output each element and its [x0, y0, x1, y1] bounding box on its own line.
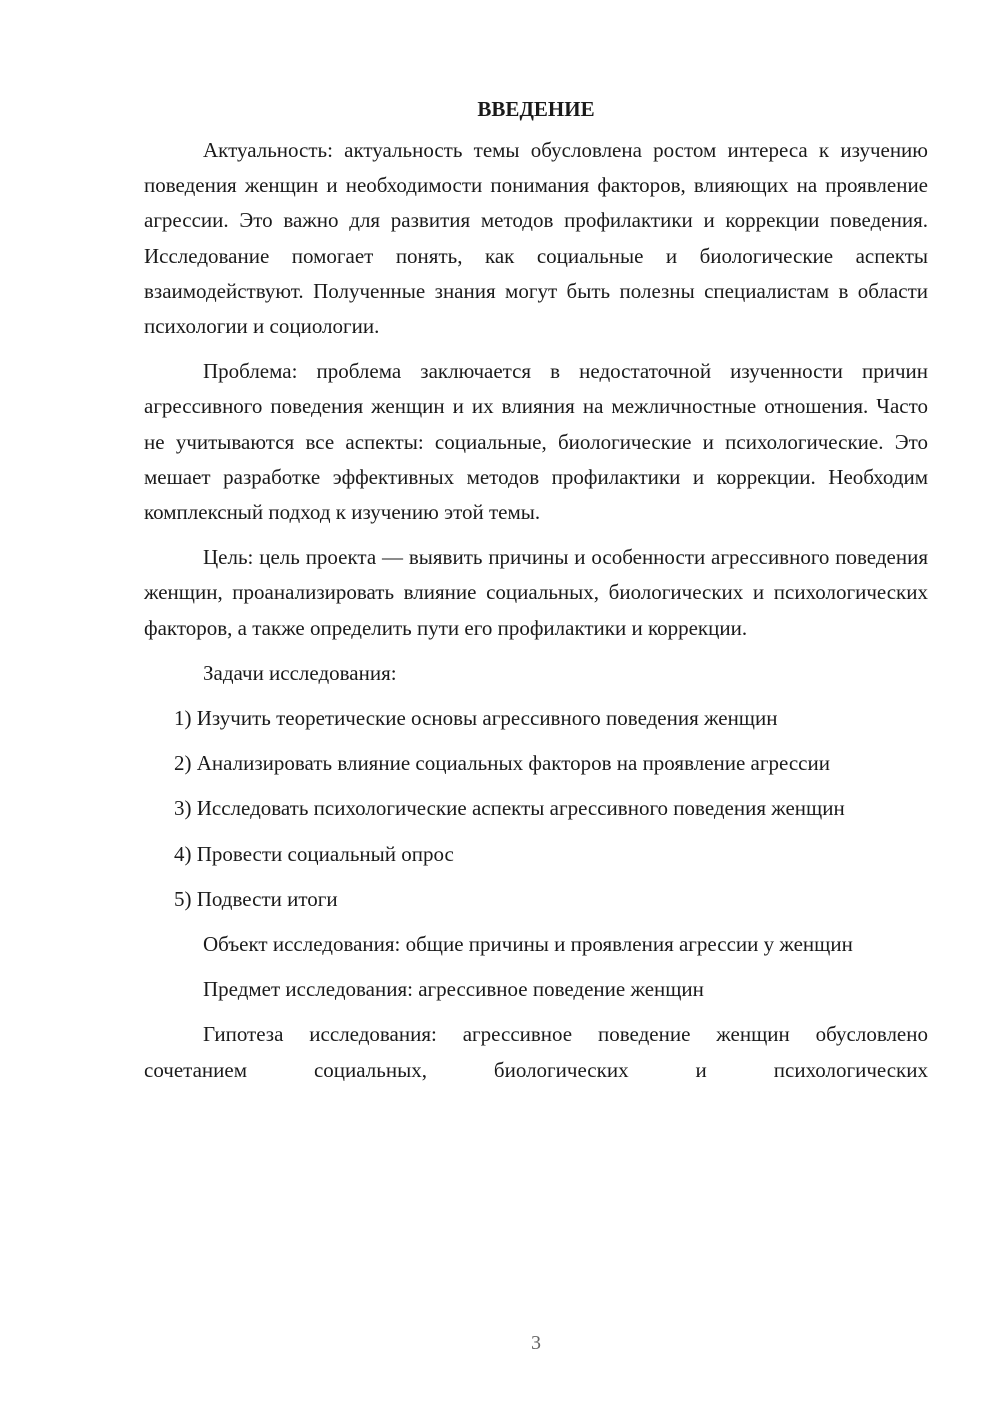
document-page	[144, 92, 928, 1098]
hypothesis-paragraph: Гипотеза исследования: агрессивное поведение женщин обусловлено сочетанием социальных, биологических и психологических	[144, 1022, 928, 1082]
problem-paragraph: Проблема: проблема заключается в недостаточной изученности причин агрессивного поведения женщин и их влияния на межличностные отношения. Часто не учитываются все аспекты: социальные, биологические и психологические. Это мешает разработке эффективных методов профилактики и коррекции. Необходим комплексный подход к изучению этой темы.	[144, 359, 928, 525]
page-title: ВВЕДЕНИЕ	[477, 97, 595, 121]
relevance-paragraph: Актуальность: актуальность темы обусловлена ростом интереса к изучению поведения женщин и необходимости понимания факторов, влияющих на проявление агрессии. Это важно для развития методов профилактики и коррекции поведения. Исследование помогает понять, как социальные и биологические аспекты взаимодействуют. Полученные знания могут быть полезны специалистам в области психологии и социологии.	[144, 138, 928, 339]
subject-paragraph: Предмет исследования: агрессивное поведение женщин	[203, 977, 704, 1002]
object-paragraph: Объект исследования: общие причины и проявления агрессии у женщин	[203, 932, 853, 957]
goal-paragraph: Цель: цель проекта — выявить причины и особенности агрессивного поведения женщин, проанализировать влияние социальных, биологических и психологических факторов, а также определить пути его профилактики и коррекции.	[144, 545, 928, 640]
tasks-intro: Задачи исследования:	[203, 660, 397, 685]
task-item-5: 5) Подвести итоги	[174, 886, 338, 911]
task-item-2: 2) Анализировать влияние социальных факторов на проявление агрессии	[174, 751, 830, 776]
task-item-3: 3) Исследовать психологические аспекты агрессивного поведения женщин	[174, 796, 845, 821]
task-item-1: 1) Изучить теоретические основы агрессивного поведения женщин	[174, 706, 778, 731]
page-number: 3	[531, 1332, 541, 1354]
task-item-4: 4) Провести социальный опрос	[174, 841, 454, 866]
